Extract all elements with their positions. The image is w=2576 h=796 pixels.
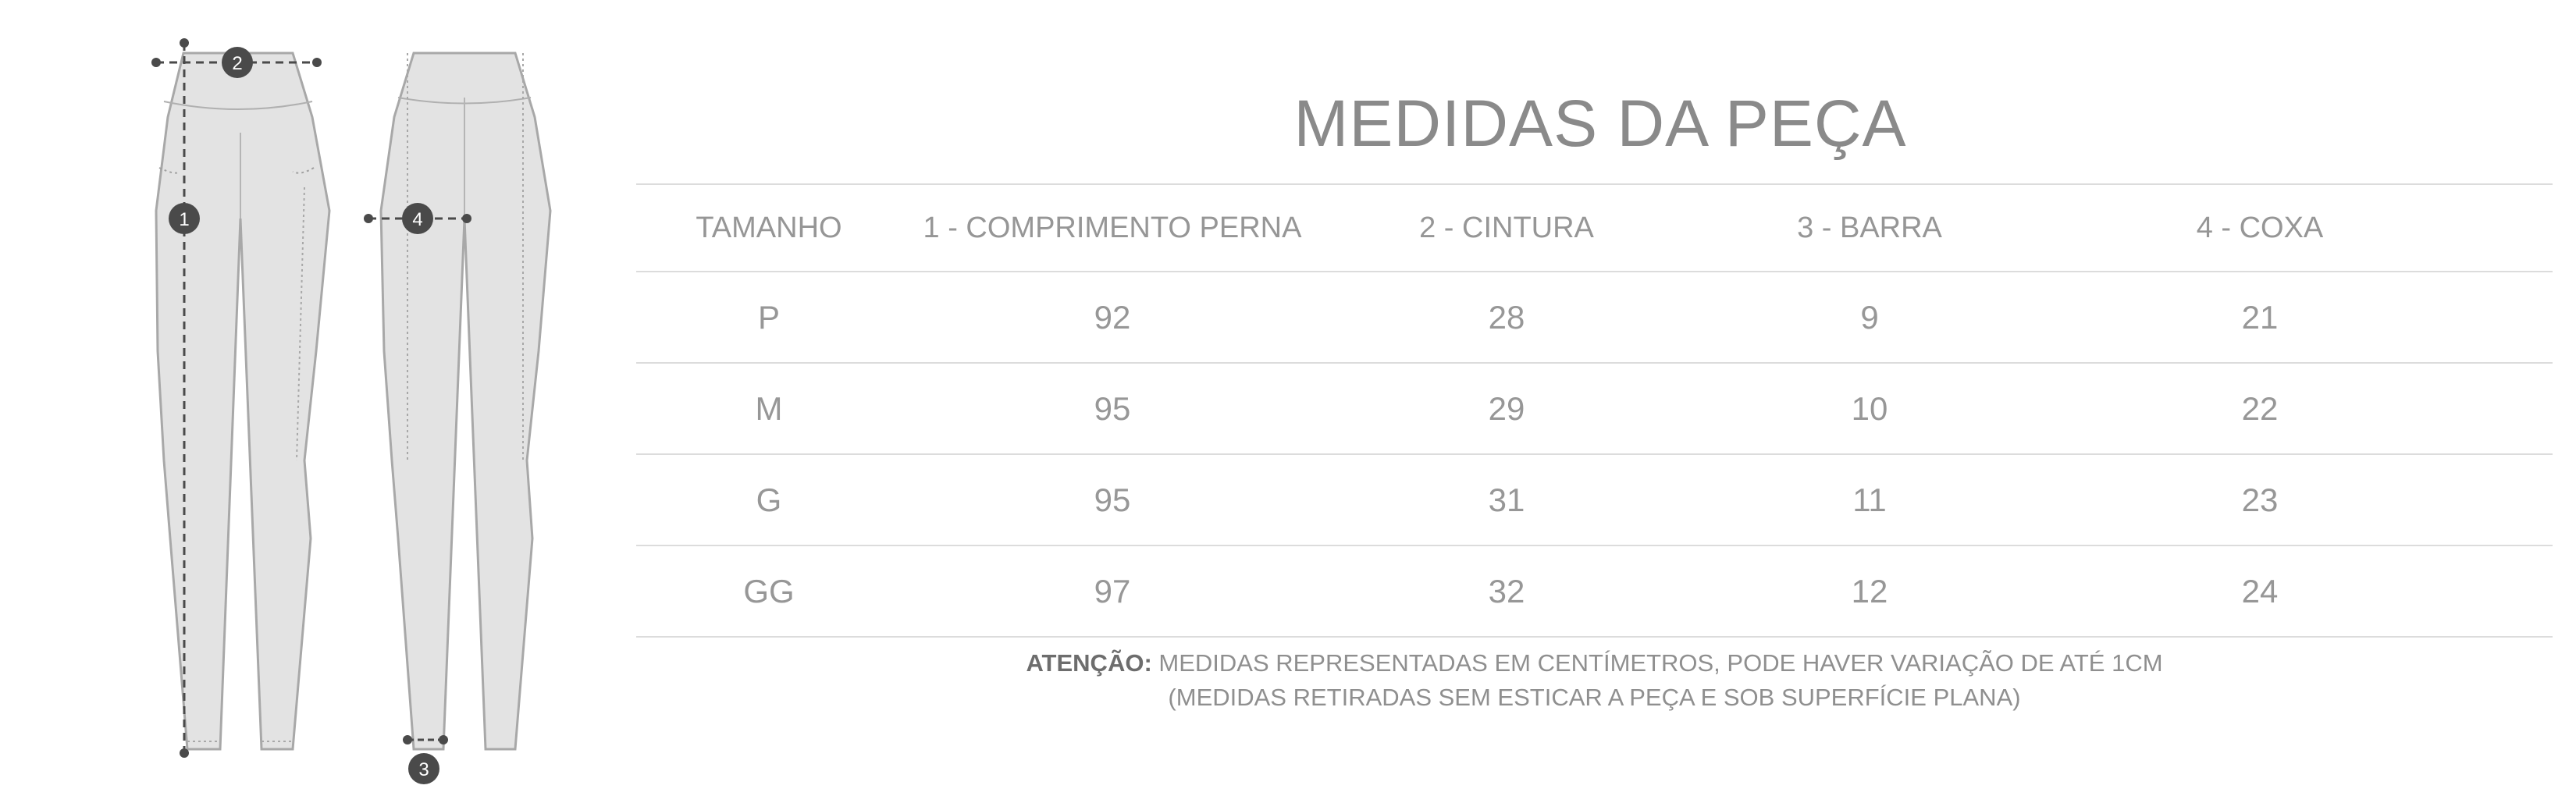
size-table [636,183,2553,638]
cell-waist: 28 [1488,298,1525,336]
cell-thigh: 23 [2241,481,2279,518]
header-size: TAMANHO [696,211,842,244]
header-hem: 3 - BARRA [1797,211,1942,244]
cell-thigh: 21 [2241,298,2279,336]
marker-1 [169,203,200,234]
cell-leg-length: 92 [1094,298,1131,336]
leggings-front-view [151,38,329,758]
header-thigh: 4 - COXA [2196,211,2324,244]
marker-4 [402,203,433,234]
svg-text:1: 1 [179,209,190,230]
cell-thigh: 24 [2241,572,2279,609]
table-row [636,455,2553,545]
marker-3 [408,753,439,784]
svg-text:4: 4 [412,209,423,230]
table-header-row [636,185,2553,271]
header-leg-length: 1 - COMPRIMENTO PERNA [923,211,1302,244]
cell-leg-length: 95 [1094,389,1131,427]
leggings-illustration [133,23,585,796]
cell-size: G [756,481,782,518]
cell-hem: 12 [1851,572,1888,609]
svg-text:2: 2 [232,53,243,74]
cell-waist: 29 [1488,389,1525,427]
svg-text:3: 3 [418,759,429,780]
header-waist: 2 - CINTURA [1419,211,1594,244]
cell-hem: 9 [1860,298,1879,336]
cell-hem: 10 [1851,389,1888,427]
table-row [636,546,2553,636]
table-divider [636,636,2553,638]
marker-2 [222,47,253,78]
cell-waist: 32 [1488,572,1525,609]
table-row [636,364,2553,453]
cell-size: M [755,389,783,427]
note-line-1 [636,646,2553,681]
cell-waist: 31 [1488,481,1525,518]
cell-size: GG [743,572,795,609]
measurement-note [636,646,2553,715]
cell-hem: 11 [1852,481,1887,518]
table-row [636,272,2553,362]
cell-thigh: 22 [2241,389,2279,427]
note-line-2: (MEDIDAS RETIRADAS SEM ESTICAR A PEÇA E SOB SUPERFÍCIE PLANA) [1168,684,2021,711]
note-label: ATENÇÃO: [1026,649,1152,677]
cell-leg-length: 95 [1094,481,1131,518]
page-title: MEDIDAS DA PEÇA [1293,87,1907,160]
cell-leg-length: 97 [1094,572,1131,609]
leggings-back-view [364,53,550,749]
leggings-drawing [133,23,585,796]
cell-size: P [757,298,780,336]
note-text: MEDIDAS REPRESENTADAS EM CENTÍMETROS, PODE HAVER VARIAÇÃO DE ATÉ 1CM [1158,649,2163,677]
